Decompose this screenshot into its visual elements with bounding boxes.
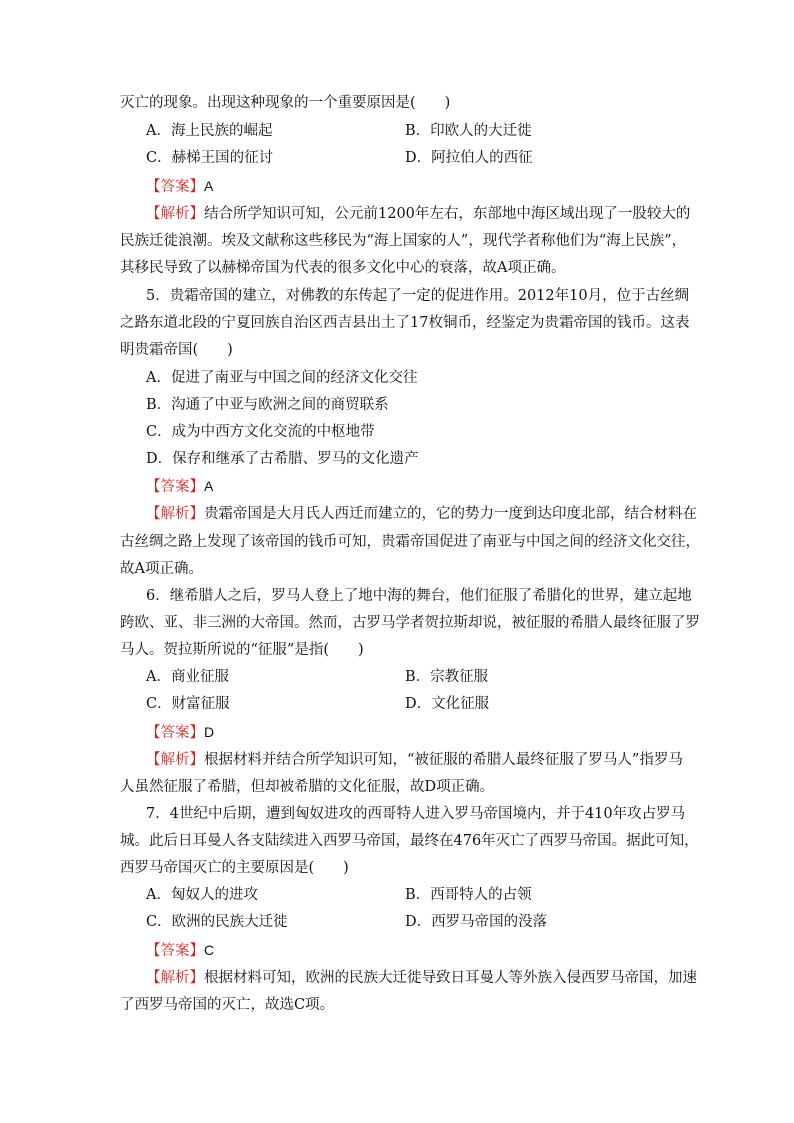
answer-tag-close: 】 xyxy=(189,479,204,495)
analysis-6-line-2: 人虽然征服了希腊，但却被希腊的文化征服，故D项正确。 xyxy=(120,779,495,795)
analysis-4-line-1 xyxy=(146,203,690,225)
analysis-label: 解析 xyxy=(160,506,190,522)
analysis-tag-close: 】 xyxy=(189,206,204,222)
answer-value: A xyxy=(204,478,214,494)
analysis-4-line-3: 其移民导致了以赫梯帝国为代表的很多文化中心的衰落，故A项正确。 xyxy=(120,260,566,276)
question-6-line-1: 6．继希腊人之后，罗马人登上了地中海的舞台，他们征服了希腊化的世界，建立起地 xyxy=(146,588,692,604)
question-4-stem-end: 灭亡的现象。出现这种现象的一个重要原因是( ) xyxy=(120,95,451,111)
answer-tag-close: 】 xyxy=(189,943,204,959)
option-5b: B．沟通了中亚与欧洲之间的商贸联系 xyxy=(146,397,389,413)
question-7-line-2: 城。此后日耳曼人各支陆续进入西罗马帝国，最终在476年灭亡了西罗马帝国。据此可知， xyxy=(120,833,699,849)
analysis-5-line-2: 古丝绸之路上发现了该帝国的钱币可知，贵霜帝国促进了南亚与中国之间的经济文化交往， xyxy=(120,534,700,550)
analysis-text: 根据材料并结合所学知识可知，“被征服的希腊人最终征服了罗马人”指罗马 xyxy=(204,752,683,768)
option-4a: A．海上民族的崛起 xyxy=(146,123,273,139)
question-5-line-3: 明贵霜帝国( ) xyxy=(120,342,233,358)
answer-tag-open: 【 xyxy=(146,479,161,495)
option-5a: A．促进了南亚与中国之间的经济文化交往 xyxy=(146,370,418,386)
analysis-5-line-1 xyxy=(146,503,697,525)
analysis-6-line-1 xyxy=(146,749,683,771)
question-6-line-3: 马人。贺拉斯所说的“征服”是指( ) xyxy=(120,642,364,658)
answer-label: 答案 xyxy=(160,479,190,495)
analysis-tag-open: 【 xyxy=(146,506,161,522)
question-5-line-1: 5．贵霜帝国的建立，对佛教的东传起了一定的促进作用。2012年10月，位于古丝绸 xyxy=(146,288,690,304)
analysis-4-line-2: 民族迁徙浪潮。埃及文献称这些移民为“海上国家的人”，现代学者称他们为“海上民族”， xyxy=(120,233,687,249)
option-7b: B．西哥特人的占领 xyxy=(405,887,532,903)
analysis-label: 解析 xyxy=(160,206,190,222)
option-6c: C．财富征服 xyxy=(146,696,230,712)
answer-tag-open: 【 xyxy=(146,725,161,741)
analysis-tag-open: 【 xyxy=(146,970,161,986)
answer-tag-open: 【 xyxy=(146,943,161,959)
analysis-tag-close: 】 xyxy=(189,506,204,522)
answer-tag-close: 】 xyxy=(189,179,204,195)
option-7c: C．欧洲的民族大迁徙 xyxy=(146,914,288,930)
analysis-text: 根据材料可知，欧洲的民族大迁徙导致日耳曼人等外族入侵西罗马帝国，加速 xyxy=(204,970,697,986)
option-7a: A．匈奴人的进攻 xyxy=(146,887,258,903)
analysis-text: 结合所学知识可知，公元前1200年左右，东部地中海区域出现了一股较大的 xyxy=(204,206,691,222)
option-4d: D．阿拉伯人的西征 xyxy=(405,150,533,166)
option-6d: D．文化征服 xyxy=(405,696,490,712)
analysis-tag-close: 】 xyxy=(189,970,204,986)
answer-4 xyxy=(146,175,213,198)
analysis-tag-open: 【 xyxy=(146,206,161,222)
answer-value: D xyxy=(204,724,215,740)
option-5c: C．成为中西方文化交流的中枢地带 xyxy=(146,424,375,440)
analysis-5-line-3: 故A项正确。 xyxy=(120,561,203,577)
analysis-label: 解析 xyxy=(160,752,190,768)
option-4b: B．印欧人的大迁徙 xyxy=(405,123,532,139)
analysis-7-line-1 xyxy=(146,967,697,989)
question-5-line-2: 之路东道北段的宁夏回族自治区西吉县出土了17枚铜币，经鉴定为贵霜帝国的钱币。这表 xyxy=(120,315,690,331)
question-7-line-3: 西罗马帝国灭亡的主要原因是( ) xyxy=(120,860,349,876)
answer-label: 答案 xyxy=(160,179,190,195)
answer-tag-close: 】 xyxy=(189,725,204,741)
answer-value: A xyxy=(204,178,214,194)
answer-7 xyxy=(146,939,214,962)
answer-label: 答案 xyxy=(160,943,190,959)
answer-6 xyxy=(146,721,214,744)
question-7-line-1: 7．4世纪中后期，遭到匈奴进攻的西哥特人进入罗马帝国境内，并于410年攻占罗马 xyxy=(146,806,686,822)
option-6b: B．宗教征服 xyxy=(405,669,489,685)
option-7d: D．西罗马帝国的没落 xyxy=(405,914,548,930)
option-5d: D．保存和继承了古希腊、罗马的文化遗产 xyxy=(146,451,419,467)
analysis-label: 解析 xyxy=(160,970,190,986)
option-4c: C．赫梯王国的征讨 xyxy=(146,150,274,166)
answer-label: 答案 xyxy=(160,725,190,741)
analysis-tag-close: 】 xyxy=(189,752,204,768)
analysis-text: 贵霜帝国是大月氏人西迁而建立的，它的势力一度到达印度北部，结合材料在 xyxy=(204,506,697,522)
analysis-7-line-2: 了西罗马帝国的灭亡，故选C项。 xyxy=(120,997,335,1013)
analysis-tag-open: 【 xyxy=(146,752,161,768)
answer-value: C xyxy=(204,942,215,958)
answer-tag-open: 【 xyxy=(146,179,161,195)
option-6a: A．商业征服 xyxy=(146,669,229,685)
question-6-line-2: 跨欧、亚、非三洲的大帝国。然而，古罗马学者贺拉斯却说，被征服的希腊人最终征服了罗 xyxy=(120,615,700,631)
answer-5 xyxy=(146,475,213,498)
